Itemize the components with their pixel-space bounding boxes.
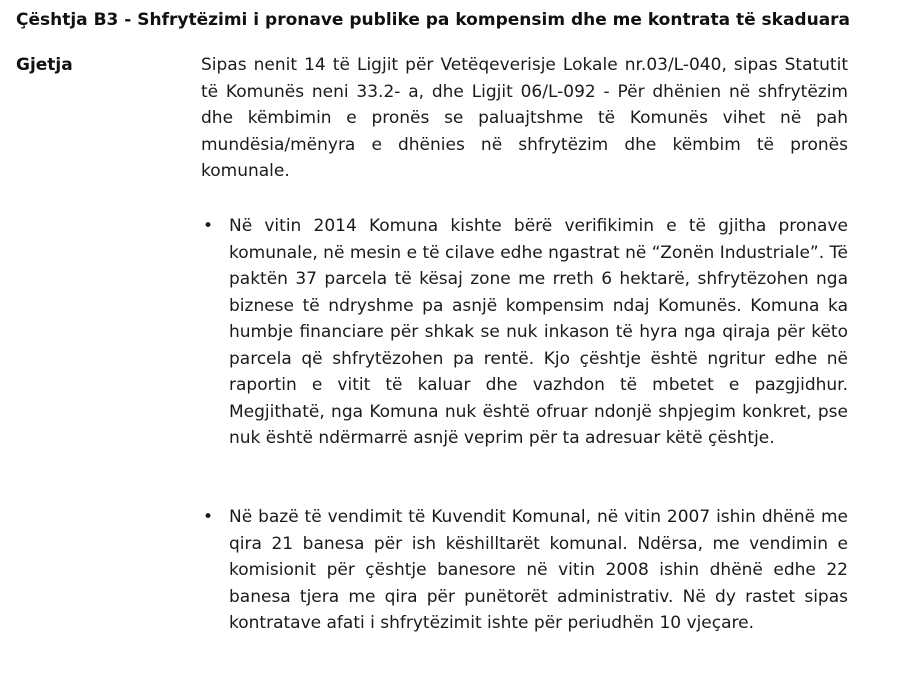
finding-label: Gjetja — [16, 55, 73, 75]
bullet-text: Në bazë të vendimit të Kuvendit Komunal, në vitin 2007 ishin dhënë me qira 21 banesa për ish këshilltarët komunal. Ndërsa, me vendimin e komisionit për çështje banesore në vitin 2008 ishin dhënë edhe 22 banesa tjera me qira për punëtorët administrativ. Në dy rastet sipas kontratave afati i shfrytëzimit ishte për periudhën 10 vjeçare. — [229, 507, 848, 633]
bullet-icon: • — [203, 216, 214, 236]
bullet-list — [201, 213, 848, 452]
bullet-icon: • — [203, 507, 214, 527]
list-item — [201, 504, 848, 637]
section-heading: Çështja B3 - Shfrytëzimi i pronave publike pa kompensim dhe me kontrata të skaduara — [16, 10, 851, 30]
intro-paragraph: Sipas nenit 14 të Ligjit për Vetëqeverisje Lokale nr.03/L-040, sipas Statutit të Komunës neni 33.2- a, dhe Ligjit 06/L-092 - Për dhënien në shfrytëzim dhe këmbimin e pronës se paluajtshme të Komunës vihet në pah mundësia/mënyra e dhënies në shfrytëzim dhe këmbim të pronës komunale. — [201, 55, 848, 181]
list-item — [201, 213, 848, 452]
bullet-text: Në vitin 2014 Komuna kishte bërë verifikimin e të gjitha pronave komunale, në mesin e të cilave edhe ngastrat në “Zonën Industriale”. Të paktën 37 parcela të kësaj zone me rreth 6 hektarë, shfrytëzohen nga biznese të ndryshme pa asnjë kompensim ndaj Komunës. Komuna ka humbje financiare për shkak se nuk inkason të hyra nga qiraja për këto parcela që shfrytëzohen pa rentë. Kjo çështje është ngritur edhe në raportin e vitit të kaluar dhe vazhdon të mbetet e pazgjidhur. Megjithatë, nga Komuna nuk është ofruar ndonjë shpjegim konkret, pse nuk është ndërmarrë asnjë veprim për ta adresuar këtë çështje. — [229, 216, 848, 448]
bullet-list — [201, 504, 848, 637]
